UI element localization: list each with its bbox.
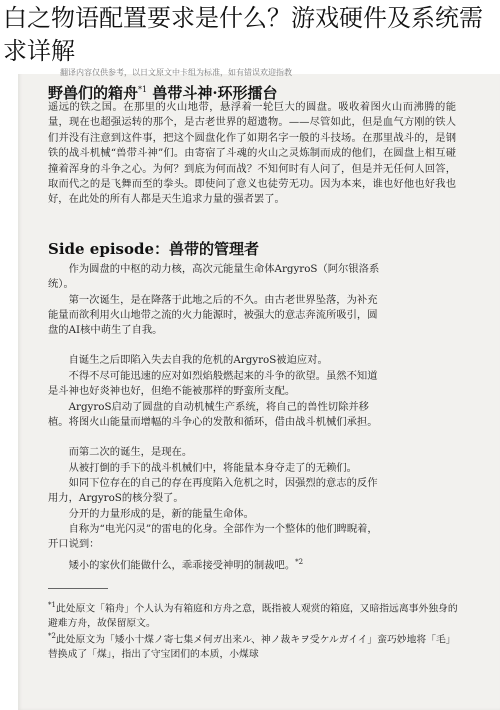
footnote-2 — [48, 629, 458, 662]
section-paragraph-arena: 遥远的铁之国。在那里的火山地带，悬浮着一轮巨大的圆盘。吸收着图火山而沸腾的能量，现在也超强运转的那个，是古老世界的超遗物。——尽管如此，但是血气方刚的铁人们并没有注意到这件事，把这个圆盘化作了如期名字一般的斗技场。在那里战斗的，是钢铁的战斗机械“兽带斗神”们。由寄宿了斗魂的火山之灵炼制而成的他们，在圆盘上相互碰撞着浑身的斗争之心。为何？到底为何而战？不知何时有人问了，但是并无任何人回答，取而代之的是飞舞而至的拳头。即使问了意义也徒劳无功。因为本来，谁也好他也好我也好，在此处的所有人都是天生追求力量的强者罢了。 — [48, 101, 456, 206]
text-line: 开口说到： — [48, 538, 100, 550]
text-line: 统）。 — [48, 278, 74, 290]
footnote-divider — [48, 588, 108, 589]
text-line: 不得不尽可能迅速的应对如烈焰般燃起来的斗争的欲望。虽然不知道 — [48, 370, 378, 382]
footnote-mark-1: *1 — [138, 85, 148, 94]
text-line: 从被打倒的手下的战斗机械们中，将能量本身夺走了的无赖们。 — [48, 462, 357, 474]
text-line: 分开的力量形成的是，新的能量生命体。 — [48, 508, 254, 520]
translation-notice: 翻译内容仅供参考，以日文原文中卡组为标准，如有错误欢迎指教 — [60, 68, 292, 77]
text-line: 植。将图火山能量而增幅的斗争心的发散和循环，借由战斗机械们承担。 — [48, 416, 378, 428]
side-episode-label: Side episode： — [48, 240, 169, 258]
section-title-main: 野兽们的箱舟 — [48, 84, 139, 102]
text-line: 作为圆盘的中枢的动力核，高次元能量生命体ArgyroS（阿尔银洛系 — [48, 263, 380, 275]
text-line-last — [48, 555, 456, 574]
footnote-1-text: 此处原文「箱舟」个人认为有箱庭和方舟之意，既指被人观赏的箱庭，又暗指远离事外独身的避难方舟，故保留原文。 — [48, 603, 458, 630]
text-line-body: 矮小的家伙们能做什么，乖乖接受神明的制裁吧。 — [48, 559, 296, 572]
article-header — [0, 0, 500, 74]
section-title-side-episode — [48, 238, 259, 259]
text-line: 自称为“电光闪灵”的雷电的化身。全部作为一个整体的他们睥睨着， — [48, 523, 378, 535]
footnote-1-mark: *1 — [48, 601, 56, 609]
text-line: 而第二次的诞生，是现在。 — [48, 446, 193, 458]
side-episode-title: 兽带的管理者 — [169, 240, 260, 258]
text-line: 第一次诞生，是在降落于此地之后的不久。由古老世界坠落，为补充 — [48, 294, 378, 306]
text-line: 是斗神也好炎神也好，但绝不能被那样的野蛮所支配。 — [48, 385, 296, 397]
text-line: 用力，ArgyroS的核分裂了。 — [48, 492, 184, 504]
text-line: 如同下位存在的自己的存在再度陷入危机之时，因强烈的意志的反作 — [48, 477, 378, 489]
text-line: 自诞生之后即陷入失去自我的危机的ArgyroS被迫应对。 — [48, 354, 328, 366]
section-title-sub: 兽带斗神·环形擂台 — [147, 84, 278, 102]
footnote-1 — [48, 598, 458, 631]
article-title: 白之物语配置要求是什么？游戏硬件及系统需求详解 — [3, 4, 483, 65]
text-line: 盘的AI核中萌生了自我。 — [48, 324, 163, 336]
footnote-mark-2: *2 — [295, 558, 304, 566]
footnote-2-text: 此处原文为「矮小十煤ノ寄七集メ何ガ出来ル、神ノ裁キヲ受ケルガイイ」蛮巧妙地将「毛」替换成了「煤」，指出了守宝团们的本质，小煤球 — [48, 634, 456, 661]
footnote-2-mark: *2 — [48, 632, 56, 640]
text-line: 能量而欲利用火山地带之流的火力能源时，被强大的意志奔流所吸引，圆 — [48, 309, 378, 321]
text-line: ArgyroS启动了圆盘的自动机械生产系统，将自己的兽性切除并移 — [48, 401, 369, 413]
